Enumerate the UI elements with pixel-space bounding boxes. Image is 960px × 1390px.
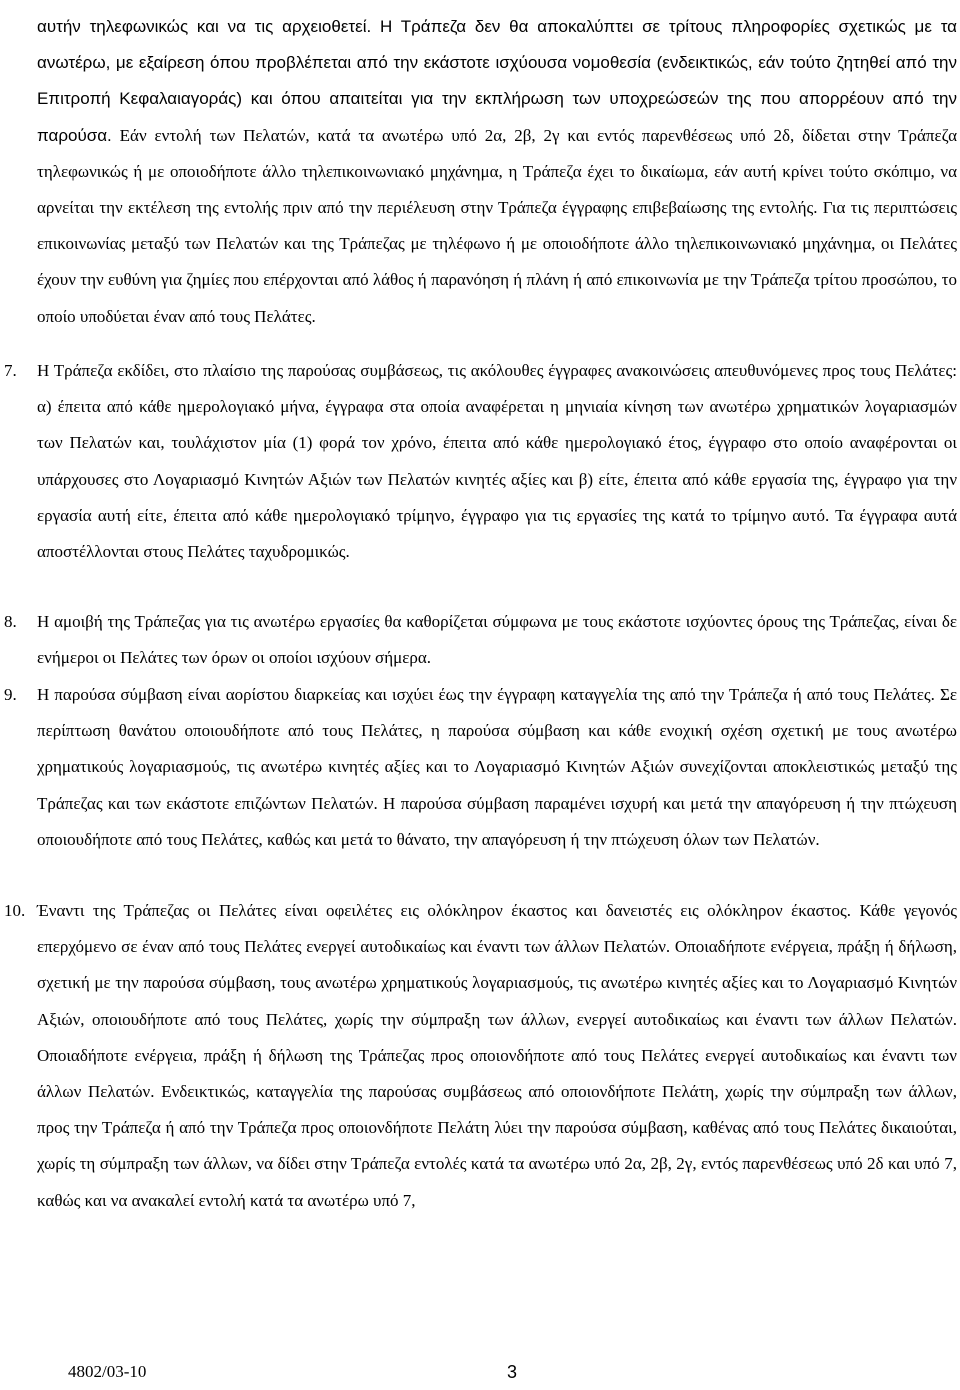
clause-number: 8. [4, 612, 17, 631]
continued-paragraph-part1: αυτήν τηλεφωνικώς και να τις αρχειοθετεί. Η Τράπεζα δεν θα αποκαλύπτει σε τρίτους πληροφορίες σχετικώς με τα ανωτέρω, με εξαίρεση όπου προβλέπεται από την εκάστοτε ισχύουσα νομοθεσία (ενδεικτικώς, εάν τούτο ζητηθεί από την Επιτροπή Κεφαλαιαγοράς) και όπου απαιτείται για την εκπλήρωση των υποχρεώσεών της που απορρέουν από την παρούσα. [37, 17, 957, 145]
continued-paragraph-part2: Εάν εντολή των Πελατών, κατά τα ανωτέρω υπό 2α, 2β, 2γ και εντός παρενθέσεως υπό 2δ, δίδεται στην Τράπεζα τηλεφωνικώς ή με οποιοδήποτε άλλο τηλεπικοινωνιακό μηχάνημα, η Τράπεζα έχει το δικαίωμα, εάν αυτή κρίνει τούτο σκόπιμο, να αρνείται την εκτέλεση της εντολής πριν από την περιέλευση στην Τράπεζα έγγραφης επιβεβαίωσης της εντολής. Για τις περιπτώσεις επικοινωνίας μεταξύ των Πελατών και της Τράπεζας με τηλέφωνο ή με οποιοδήποτε άλλο τηλεπικοινωνιακό μηχάνημα, οι Πελάτες έχουν την ευθύνη για ζημίες που επέρχονται από λάθος ή παρανόηση ή πλάνη ή από επικοινωνία με την Τράπεζα τρίτου προσώπου, το οποίο υποδύεται έναν από τους Πελάτες. [37, 125, 957, 326]
clause-number: 9. [4, 685, 17, 704]
continued-paragraph [37, 9, 957, 335]
clause-text: Η Τράπεζα εκδίδει, στο πλαίσιο της παρούσας συμβάσεως, τις ακόλουθες έγγραφες ανακοινώσεις απευθυνόμενες προς τους Πελάτες: α) έπειτα από κάθε ημερολογιακό μήνα, έγγραφα στα οποία αναφέρεται η μηνιαία κίνηση των ανωτέρω χρηματικών λογαριασμών των Πελατών και, τουλάχιστον μία (1) φορά τον χρόνο, έπειτα από κάθε ημερολογιακό έτος, έγγραφο στο οποίο αναφέρονται οι υπάρχουσες στο Λογαριασμό Κινητών Αξιών των Πελατών κινητές αξίες και β) είτε, έπειτα από κάθε εργασία της, έγγραφο για την εργασία αυτή είτε, έπειτα από κάθε ημερολογιακό τρίμηνο, έγγραφο για τις εργασίες της κατά το τρίμηνο αυτό. Τα έγγραφα αυτά αποστέλλονται στους Πελάτες ταχυδρομικώς. [37, 361, 957, 562]
page-number: 3 [507, 1362, 518, 1382]
clause-text: Η παρούσα σύμβαση είναι αορίστου διαρκείας και ισχύει έως την έγγραφη καταγγελία της από την Τράπεζα ή από τους Πελάτες. Σε περίπτωση θανάτου οποιουδήποτε από τους Πελάτες, η παρούσα σύμβαση και κάθε ενοχική σχέση σχετική με τους ανωτέρω χρηματικούς λογαριασμούς, τις ανωτέρω κινητές αξίες και το Λογαριασμό Κινητών Αξιών συνεχίζονται αποκλειστικώς μεταξύ της Τράπεζας και των εκάστοτε επιζώντων Πελατών. Η παρούσα σύμβαση παραμένει ισχυρή και μετά την απαγόρευση ή την πτώχευση οποιουδήποτε από τους Πελάτες, καθώς και μετά το θάνατο, την απαγόρευση ή την πτώχευση όλων των Πελατών. [37, 685, 957, 849]
clause-text: Η αμοιβή της Τράπεζας για τις ανωτέρω εργασίες θα καθορίζεται σύμφωνα με τους εκάστοτε ισχύοντες όρους της Τράπεζας, είναι δε ενήμεροι οι Πελάτες των όρων οι οποίοι ισχύουν σήμερα. [37, 612, 957, 668]
document-code: 4802/03-10 [68, 1362, 147, 1381]
clause-number: 10. [4, 901, 26, 920]
clause-text: Έναντι της Τράπεζας οι Πελάτες είναι οφειλέτες εις ολόκληρον έκαστος και δανειστές εις ολόκληρον έκαστος. Κάθε γεγονός επερχόμενο σε έναν από τους Πελάτες ενεργεί αυτοδικαίως και έναντι των άλλων Πελατών. Οποιαδήποτε ενέργεια, πράξη ή δήλωση, σχετική με την παρούσα σύμβαση, τους ανωτέρω χρηματικούς λογαριασμούς, τις ανωτέρω κινητές αξίες και το Λογαριασμό Κινητών Αξιών, οποιουδήποτε από τους Πελάτες, χωρίς την σύμπραξη των άλλων, ενεργεί αυτοδικαίως και έναντι των άλλων Πελατών. Οποιαδήποτε ενέργεια, πράξη ή δήλωση της Τράπεζας προς οποιονδήποτε από τους Πελάτες ενεργεί αυτοδικαίως και έναντι των άλλων Πελατών. Ενδεικτικώς, καταγγελία της παρούσας συμβάσεως από οποιονδήποτε Πελάτη, χωρίς την σύμπραξη των άλλων, προς την Τράπεζα ή από την Τράπεζα προς οποιονδήποτε Πελάτη λύει την παρούσα σύμβαση, καθένας από τους Πελάτες δικαιούται, χωρίς τη σύμπραξη των άλλων, να δίδει στην Τράπεζα εντολές κατά τα ανωτέρω υπό 2α, 2β, 2γ, εντός παρενθέσεως υπό 2δ και υπό 7, καθώς και να ανακαλεί εντολή κατά τα ανωτέρω υπό 7, [37, 901, 957, 1210]
clause-number: 7. [4, 361, 17, 380]
